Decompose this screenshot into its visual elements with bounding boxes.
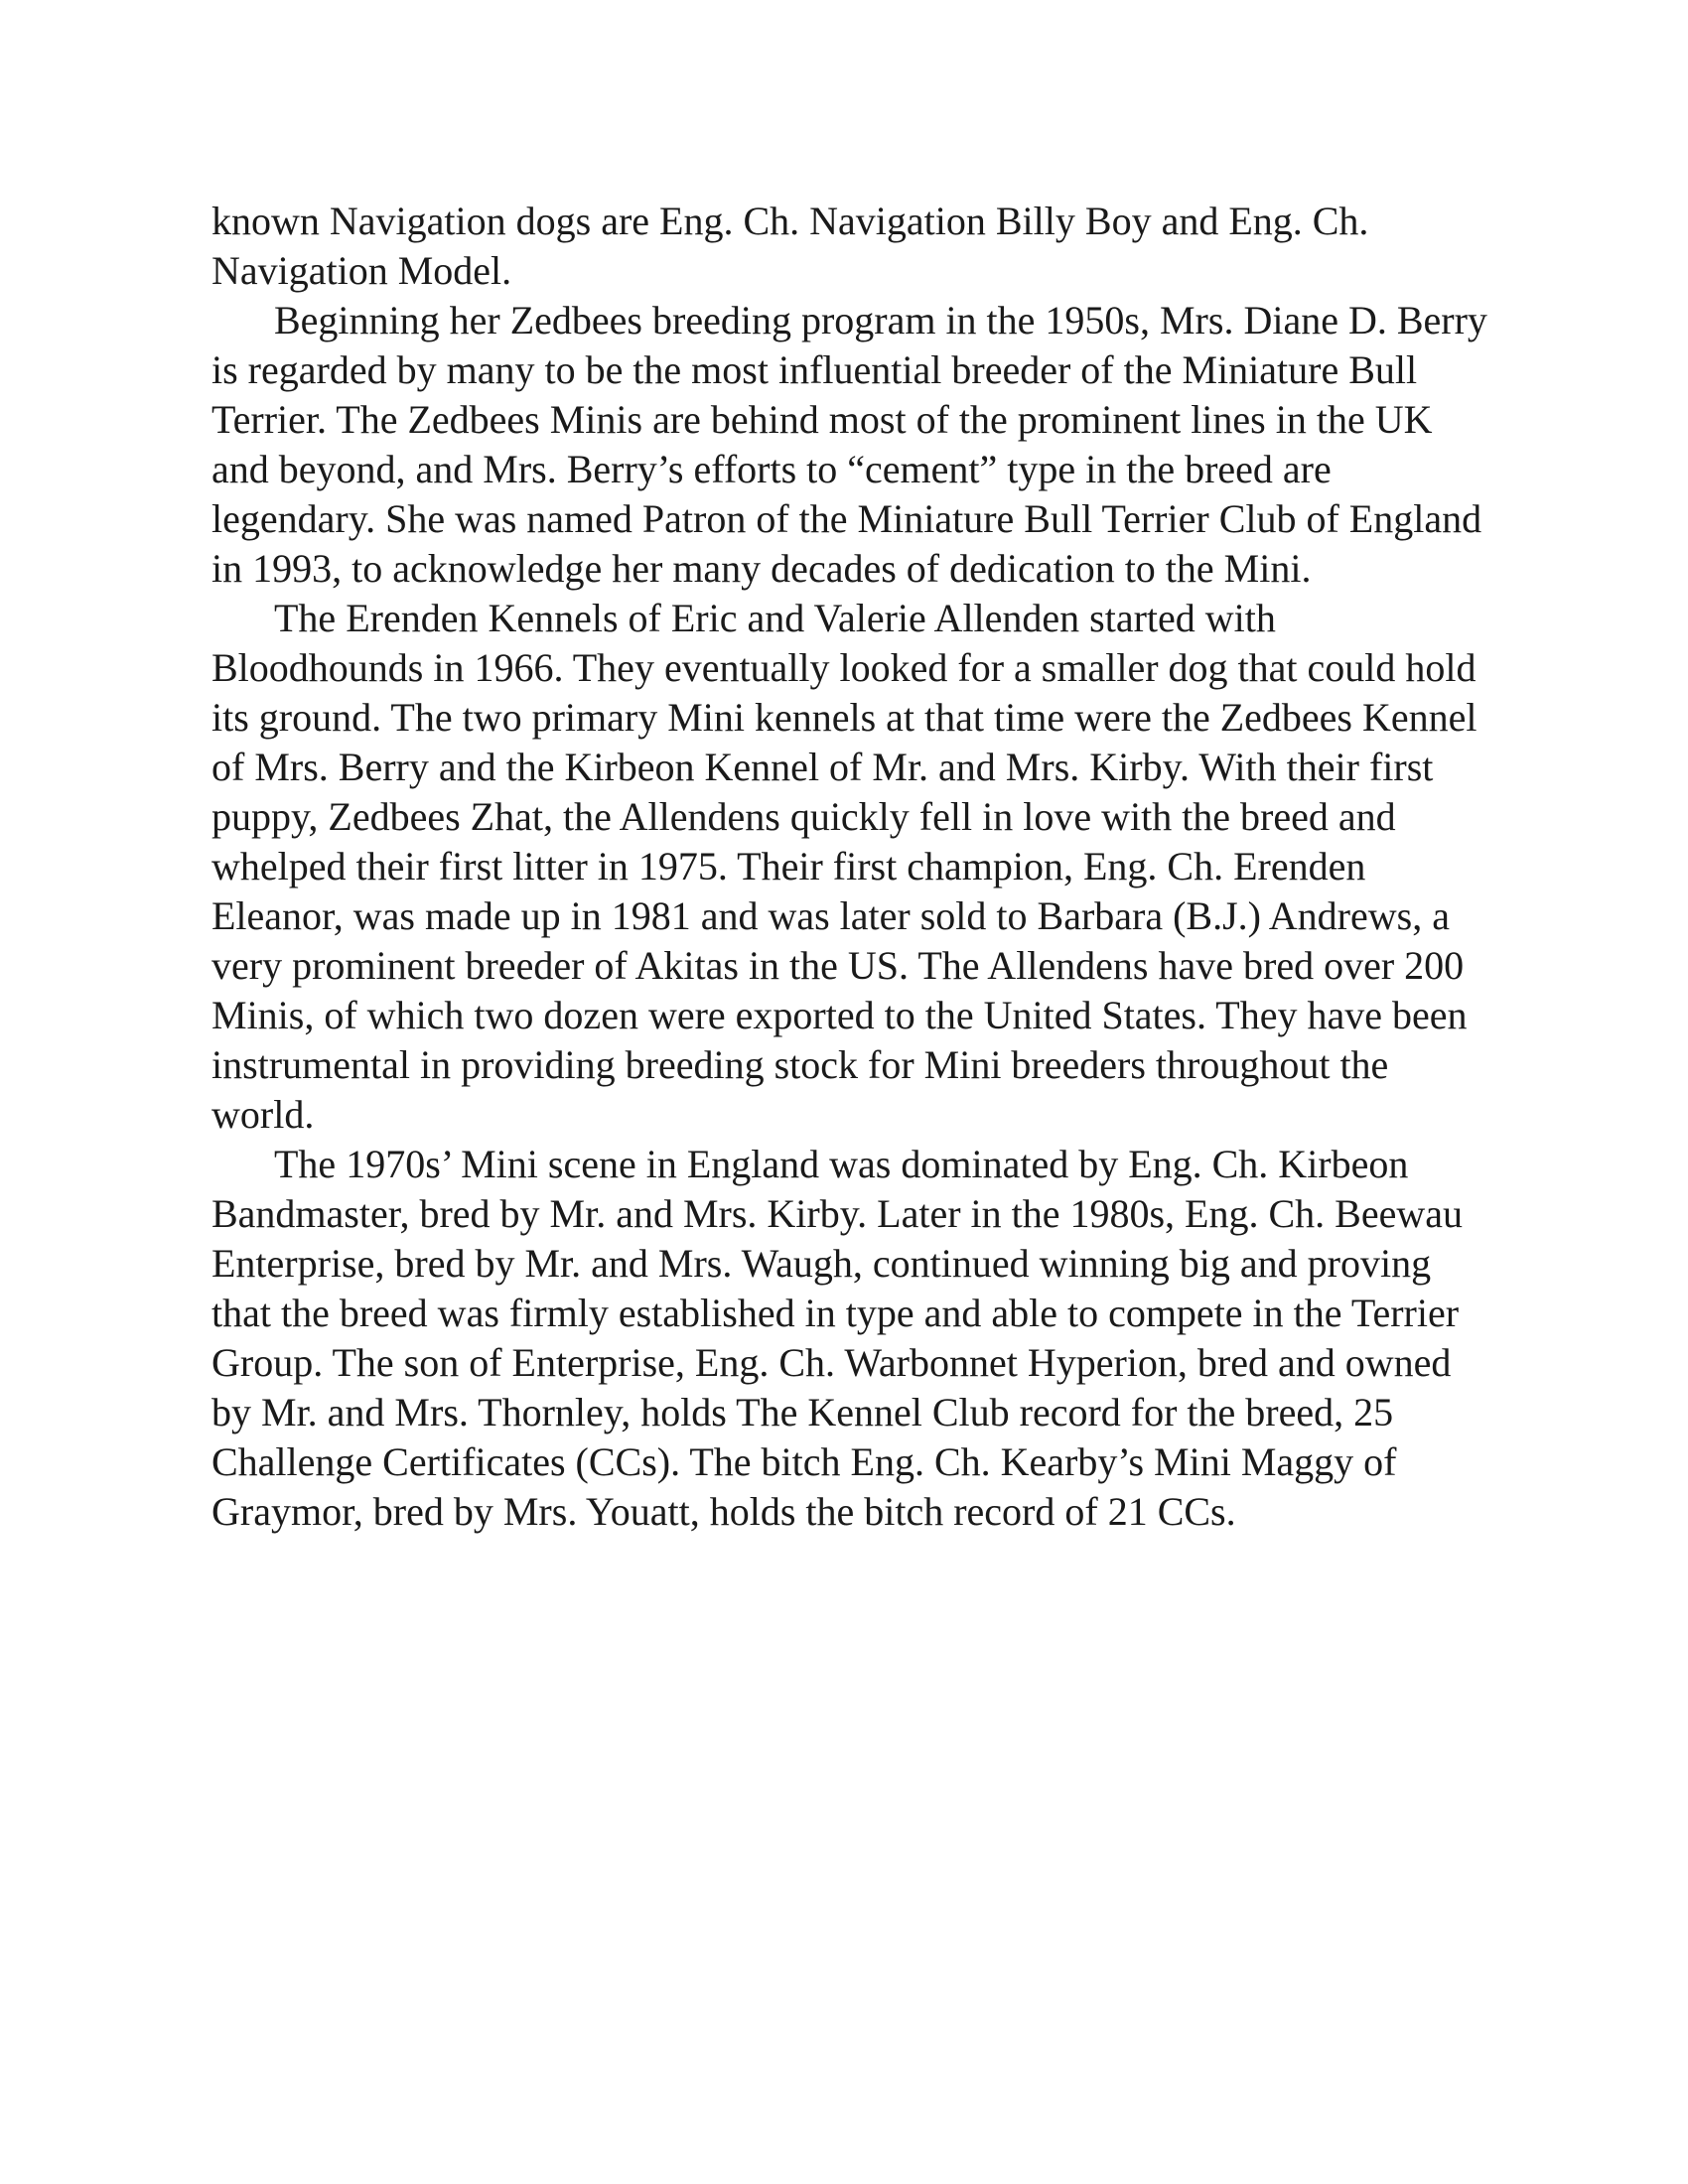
paragraph-4: The 1970s’ Mini scene in England was dominated by Eng. Ch. Kirbeon Bandmaster, bred by Mr. and Mrs. Kirby. Later in the 1980s, Eng. Ch. Beewau Enterprise, bred by Mr. and Mrs. Waugh, continued winning big and proving that the breed was firmly established in type and able to compete in the Terrier Group. The son of Enterprise, Eng. Ch. Warbonnet Hyperion, bred and owned by Mr. and Mrs. Thornley, holds The Kennel Club record for the breed, 25 Challenge Certificates (CCs). The bitch Eng. Ch. Kearby’s Mini Maggy of Graymor, bred by Mrs. Youatt, holds the bitch record of 21 CCs. bbox=[211, 1142, 1463, 1534]
body-text bbox=[211, 197, 1492, 1537]
paragraph-3: The Erenden Kennels of Eric and Valerie Allenden started with Bloodhounds in 1966. They eventually looked for a smaller dog that could hold its ground. The two primary Mini kennels at that time were the Zedbees Kennel of Mrs. Berry and the Kirbeon Kennel of Mr. and Mrs. Kirby. With their first puppy, Zedbees Zhat, the Allendens quickly fell in love with the breed and whelped their first litter in 1975. Their first champion, Eng. Ch. Erenden Eleanor, was made up in 1981 and was later sold to Barbara (B.J.) Andrews, a very prominent breeder of Akitas in the US. The Allendens have bred over 200 Minis, of which two dozen were exported to the United States. They have been instrumental in providing breeding stock for Mini breeders throughout the world. bbox=[211, 596, 1477, 1137]
paragraph-1: known Navigation dogs are Eng. Ch. Navigation Billy Boy and Eng. Ch. Navigation Model. bbox=[211, 199, 1369, 293]
paragraph-2: Beginning her Zedbees breeding program in the 1950s, Mrs. Diane D. Berry is regarded by many to be the most influential breeder of the Miniature Bull Terrier. The Zedbees Minis are behind most of the prominent lines in the UK and beyond, and Mrs. Berry’s efforts to “cement” type in the breed are legendary. She was named Patron of the Miniature Bull Terrier Club of England in 1993, to acknowledge her many decades of dedication to the Mini. bbox=[211, 298, 1487, 591]
